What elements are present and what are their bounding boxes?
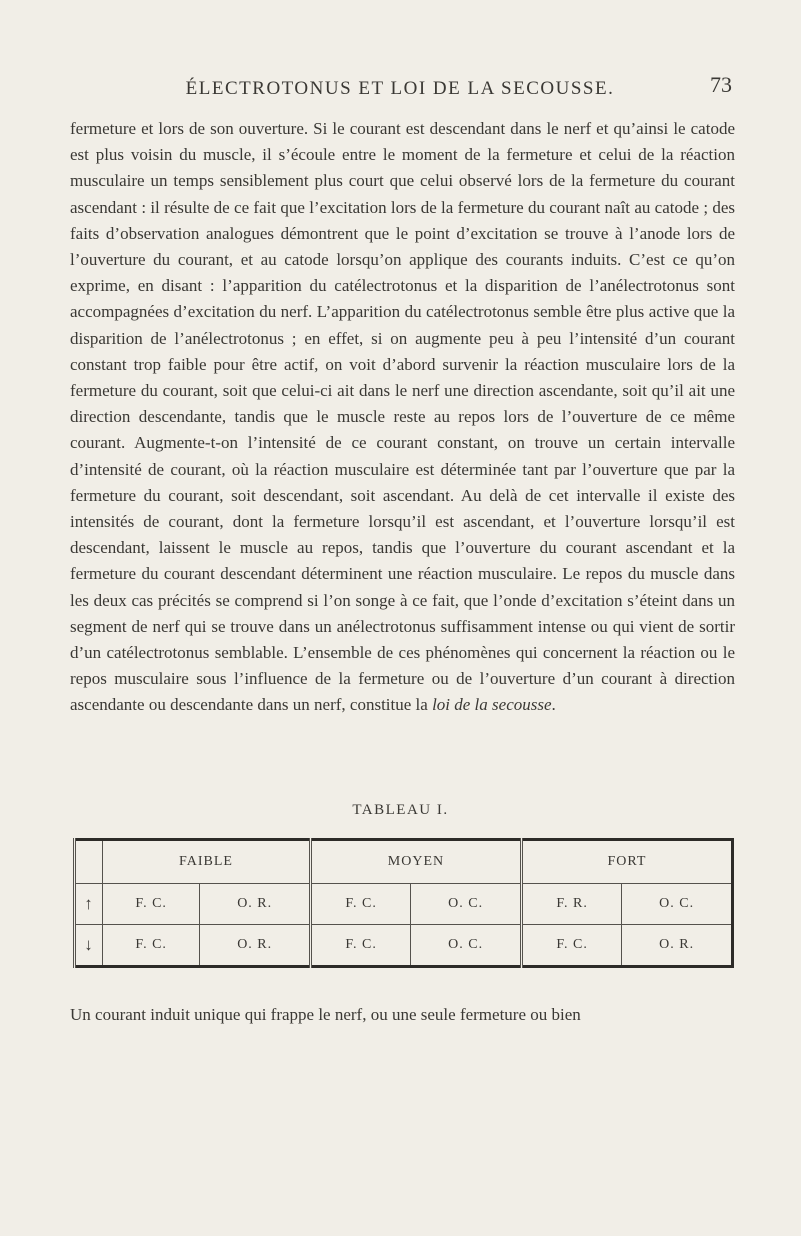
paragraph-text: fermeture et lors de son ouverture. Si le courant est descendant dans le nerf et qu’ainsi le catode est plus voisin du muscle, il s’écoule entre le moment de la fermeture et celui de la réaction musculaire un temps sensiblement plus court que celui observé lors de la fermeture du courant ascendant : il résulte de ce fait que l’excitation lors de la fermeture du courant naît au catode ; des faits d’observation analogues démontrent que le point d’excitation se trouve à l’anode lors de l’ouverture du courant, et au catode lorsqu’on applique des courants induits. C’est ce qu’on exprime, en disant : l’apparition du catélectrotonus et la disparition de l’anélectrotonus sont accompagnées d’excitation du nerf. L’apparition du catélectrotonus semble être plus active que la disparition de l’anélectrotonus ; en effet, si on augmente peu à peu l’intensité d’un courant constant trop faible pour être actif, on voit d’abord survenir la réaction musculaire lors de la fermeture du courant, soit que celui-ci ait dans le nerf une direction ascendante, soit qu’il ait une direction descendante, tandis que le muscle reste au repos lors de l’ouverture de ce même courant. Augmente-t-on l’intensité de ce courant constant, on trouve un certain intervalle d’intensité de courant, où la réaction musculaire est déterminée tant par l’ouverture que par la fermeture du courant, soit descendant, soit ascendant. Au delà de cet intervalle il existe des intensités de courant, dont la fermeture lorsqu’il est ascendant, et l’ouverture lorsqu’il est descendant, laissent le muscle au repos, tandis que l’ouverture du courant ascendant et la fermeture du courant descendant déterminent une réaction musculaire. Le repos du muscle dans les deux cas précités se comprend si l’on songe à ce fait, que l’onde d’excitation s’éteint dans un segment de nerf qui se trouve dans un anélectrotonus suffisamment intense ou qui vient de sortir d’un catélectrotonus semblable. L’ensemble de ces phénomènes qui concernent la réaction ou le repos musculaire sous l’influence de la fermeture ou de l’ouverture d’un courant à direction ascendante ou descendante dans un nerf, constitue la	[70, 119, 735, 715]
table-row-ascending	[75, 884, 733, 925]
table-cell: O. R.	[200, 925, 311, 967]
tableau-table	[73, 838, 734, 968]
table-cell: F. C.	[310, 884, 410, 925]
page-header	[70, 72, 732, 108]
arrow-up-icon: ↑	[75, 884, 103, 925]
body-text	[70, 116, 735, 719]
table-cell: F. C.	[521, 925, 621, 967]
page-number: 73	[710, 72, 732, 97]
continuation-text: Un courant induit unique qui frappe le nerf, ou une seule fermeture ou bien	[70, 1005, 581, 1024]
header-blank-cell	[75, 840, 103, 884]
header-moyen: MOYEN	[310, 840, 521, 884]
table-cell: F. C.	[103, 925, 200, 967]
table-cell: O. R.	[200, 884, 311, 925]
header-faible: FAIBLE	[103, 840, 311, 884]
table-row-descending	[75, 925, 733, 967]
table-cell: F. R.	[521, 884, 621, 925]
table-cell: O. C.	[411, 925, 522, 967]
body-paragraph	[70, 116, 735, 719]
table-cell: O. C.	[622, 884, 733, 925]
table-cell: F. C.	[103, 884, 200, 925]
paragraph-end: .	[551, 695, 556, 715]
running-title: ÉLECTROTONUS ET LOI DE LA SECOUSSE.	[185, 78, 615, 99]
table-cell: O. C.	[411, 884, 522, 925]
table-caption: TABLEAU I.	[352, 802, 449, 818]
table-cell: F. C.	[310, 925, 410, 967]
paragraph-italic-term: loi de la secousse	[432, 695, 552, 715]
table-header-row	[75, 840, 733, 884]
header-fort: FORT	[521, 840, 732, 884]
arrow-down-icon: ↓	[75, 925, 103, 967]
table-cell: O. R.	[622, 925, 733, 967]
